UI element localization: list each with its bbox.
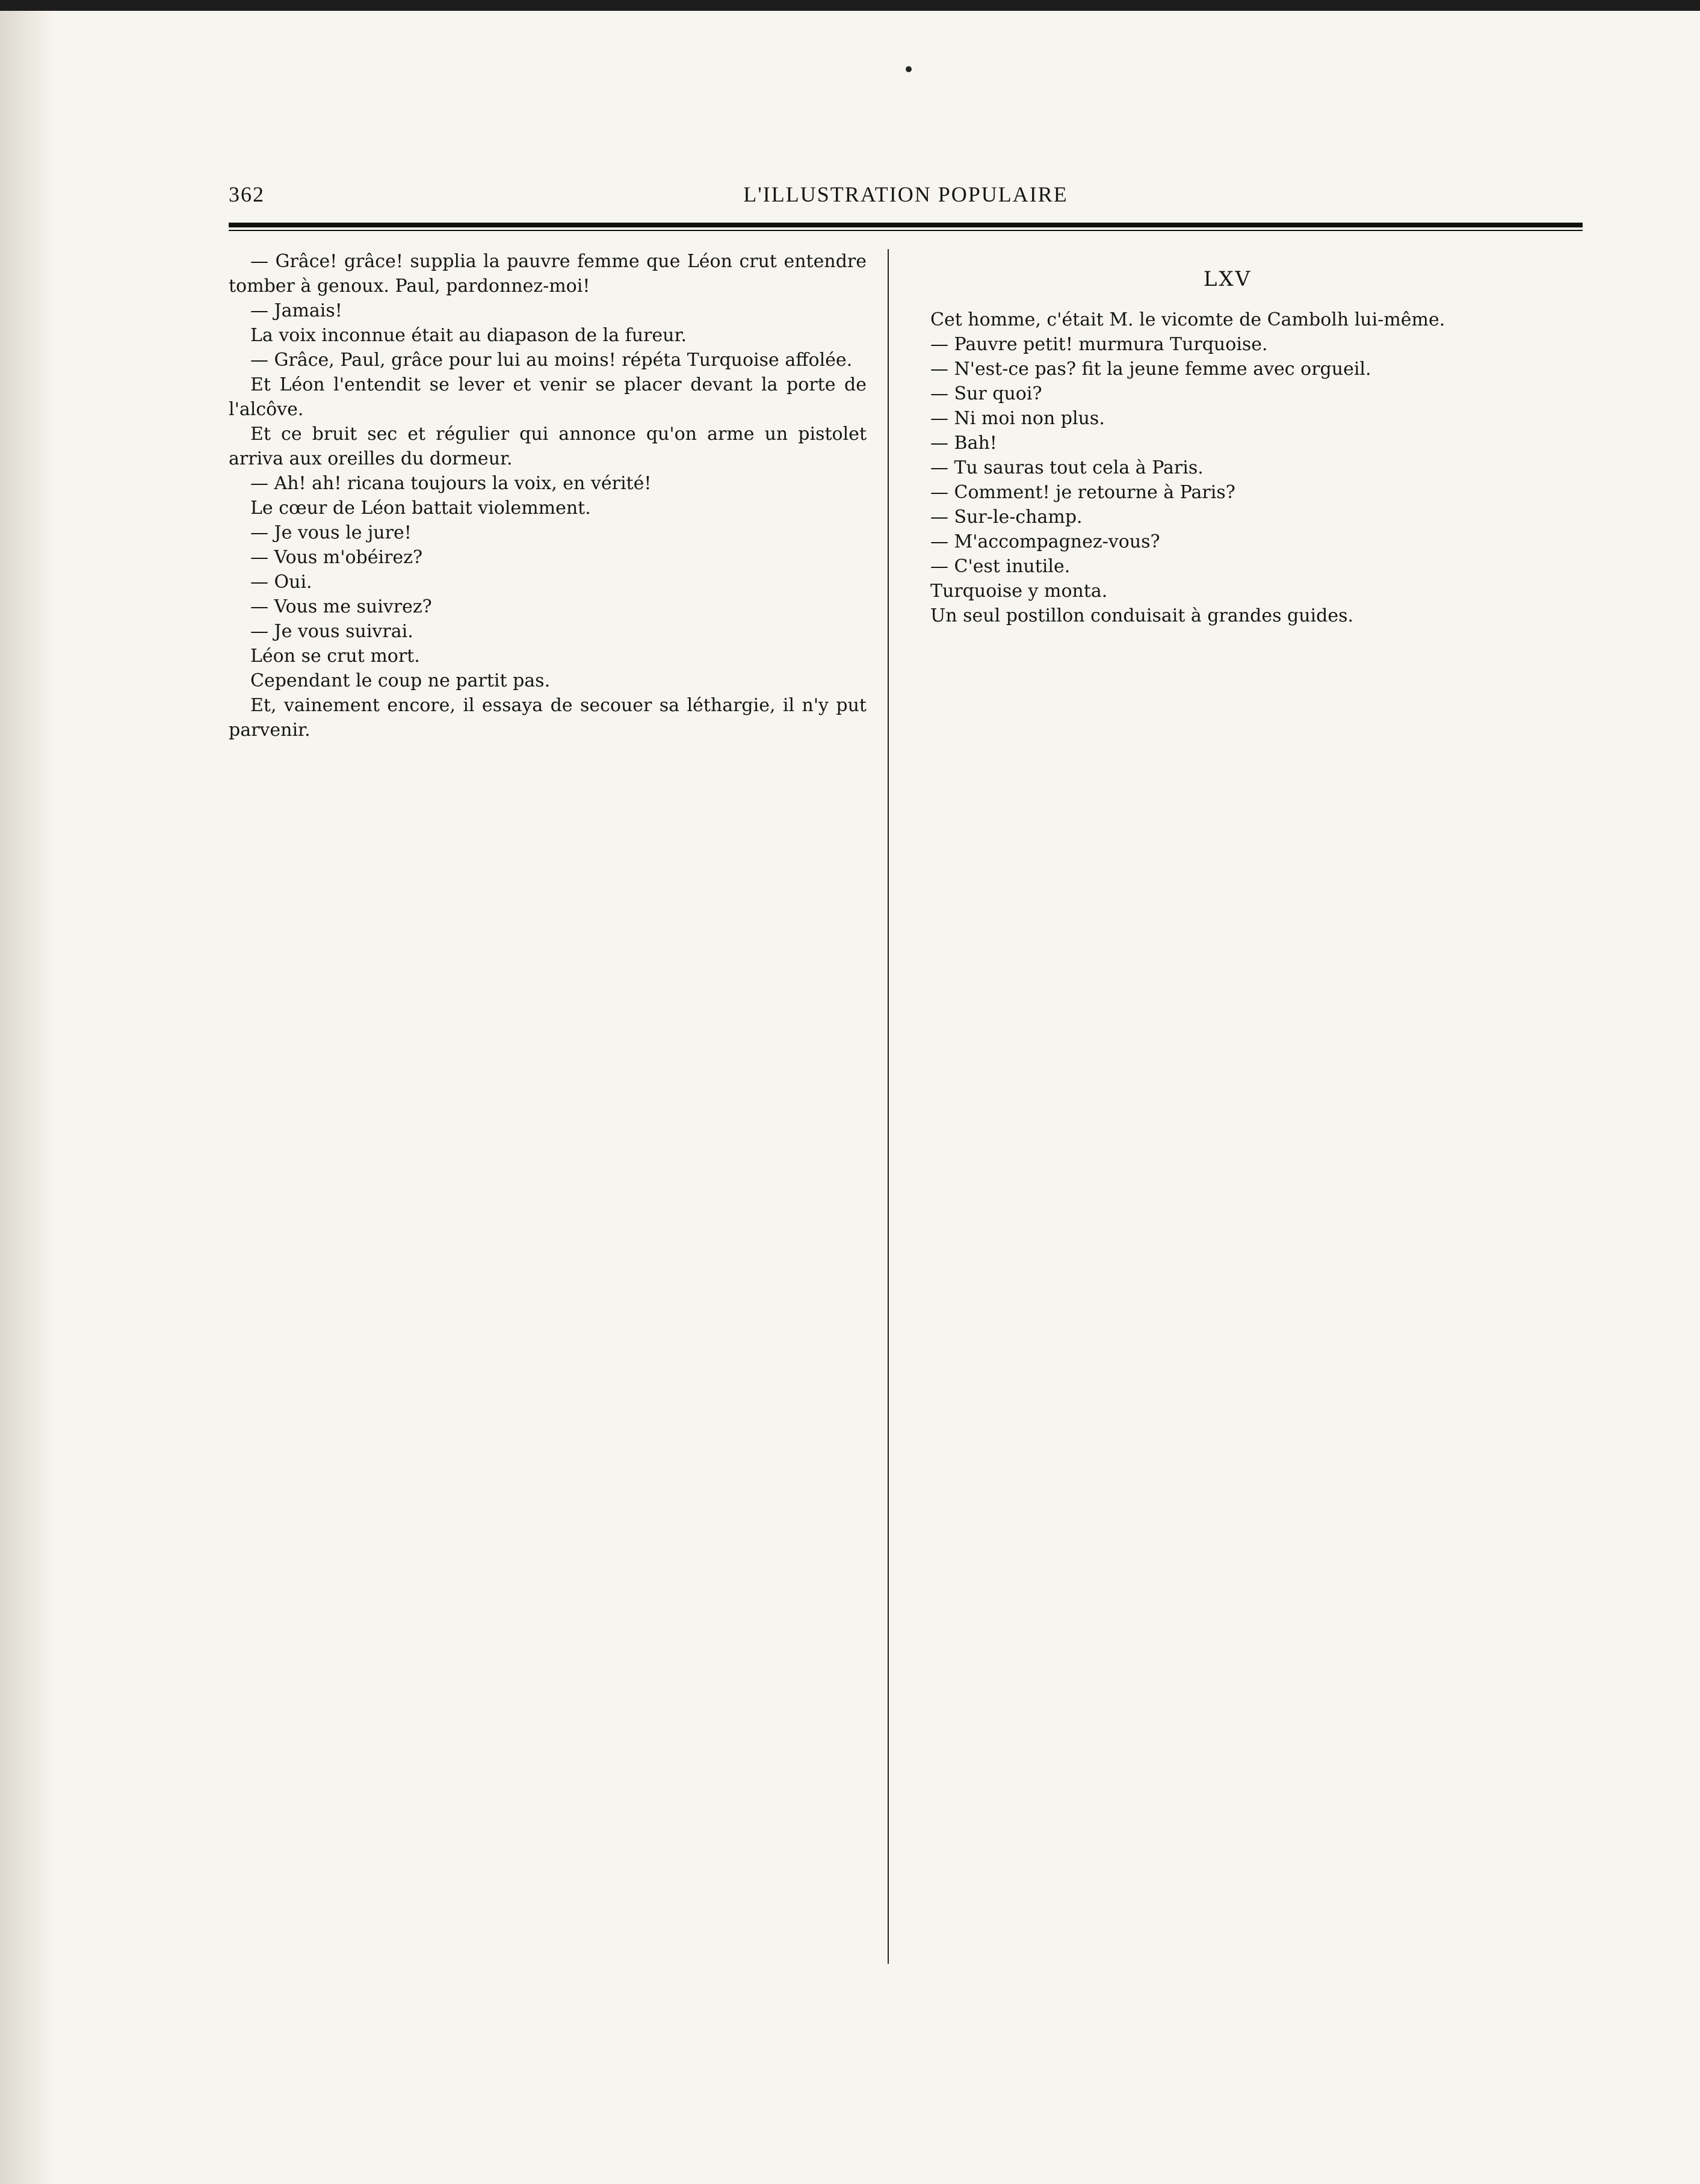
- text-columns: [229, 249, 1583, 1964]
- running-title: L'ILLUSTRATION POPULAIRE: [743, 182, 1068, 206]
- left-column: [229, 249, 867, 742]
- paragraph: — C'est inutile.: [930, 556, 1071, 577]
- paragraph: Un seul postillon conduisait à grandes guides.: [930, 605, 1354, 626]
- paragraph: Léon se crut mort.: [250, 646, 420, 667]
- paragraph: — Grâce! grâce! supplia la pauvre femme que Léon crut entendre tomber à genoux. Paul, pardonnez-moi!: [229, 251, 867, 297]
- page-number: 362: [229, 182, 265, 206]
- paragraph: — Tu sauras tout cela à Paris.: [930, 457, 1204, 478]
- paragraph: — Je vous le jure!: [250, 522, 412, 543]
- header-rule-thick: [229, 223, 1583, 227]
- paragraph: — Grâce, Paul, grâce pour lui au moins! répéta Turquoise affolée.: [250, 350, 853, 371]
- dot-mark: [906, 66, 912, 72]
- paragraph: — M'accompagnez-vous?: [930, 531, 1160, 552]
- paragraph: — Sur-le-champ.: [930, 507, 1083, 528]
- paragraph: — Je vous suivrai.: [250, 621, 413, 642]
- paragraph: Et ce bruit sec et régulier qui annonce qu'on arme un pistolet arriva aux oreilles du dormeur.: [229, 424, 867, 469]
- right-column-body: [909, 307, 1547, 628]
- column-divider: [888, 249, 889, 1964]
- paragraph: Cependant le coup ne partit pas.: [250, 670, 551, 691]
- scan-edge-top: [0, 0, 1700, 11]
- page-header: [229, 174, 1583, 217]
- paragraph: — Ah! ah! ricana toujours la voix, en vérité!: [250, 473, 652, 494]
- paragraph: Turquoise y monta.: [930, 581, 1108, 602]
- paragraph: — Ni moi non plus.: [930, 408, 1105, 429]
- paragraph: — Pauvre petit! murmura Turquoise.: [930, 334, 1268, 355]
- paragraph: — Oui.: [250, 572, 312, 593]
- paragraph: — Bah!: [930, 433, 997, 454]
- page: [229, 174, 1583, 1955]
- paragraph: — Vous me suivrez?: [250, 596, 432, 617]
- paragraph: — Vous m'obéirez?: [250, 547, 423, 568]
- chapter-heading: LXV: [1203, 267, 1252, 291]
- paragraph: — N'est-ce pas? fit la jeune femme avec orgueil.: [930, 359, 1371, 380]
- paragraph: Le cœur de Léon battait violemment.: [250, 498, 591, 519]
- right-column: [909, 249, 1547, 628]
- paragraph: Et, vainement encore, il essaya de secouer sa léthargie, il n'y put parvenir.: [229, 695, 867, 741]
- scan-edge-left: [0, 0, 54, 2184]
- paragraph: — Sur quoi?: [930, 383, 1042, 404]
- paragraph: Cet homme, c'était M. le vicomte de Cambolh lui-même.: [930, 309, 1445, 330]
- paragraph: Et Léon l'entendit se lever et venir se placer devant la porte de l'alcôve.: [229, 374, 867, 420]
- header-rule-thin: [229, 230, 1583, 231]
- paragraph: — Comment! je retourne à Paris?: [930, 482, 1235, 503]
- paragraph: La voix inconnue était au diapason de la fureur.: [250, 325, 687, 346]
- paragraph: — Jamais!: [250, 300, 342, 321]
